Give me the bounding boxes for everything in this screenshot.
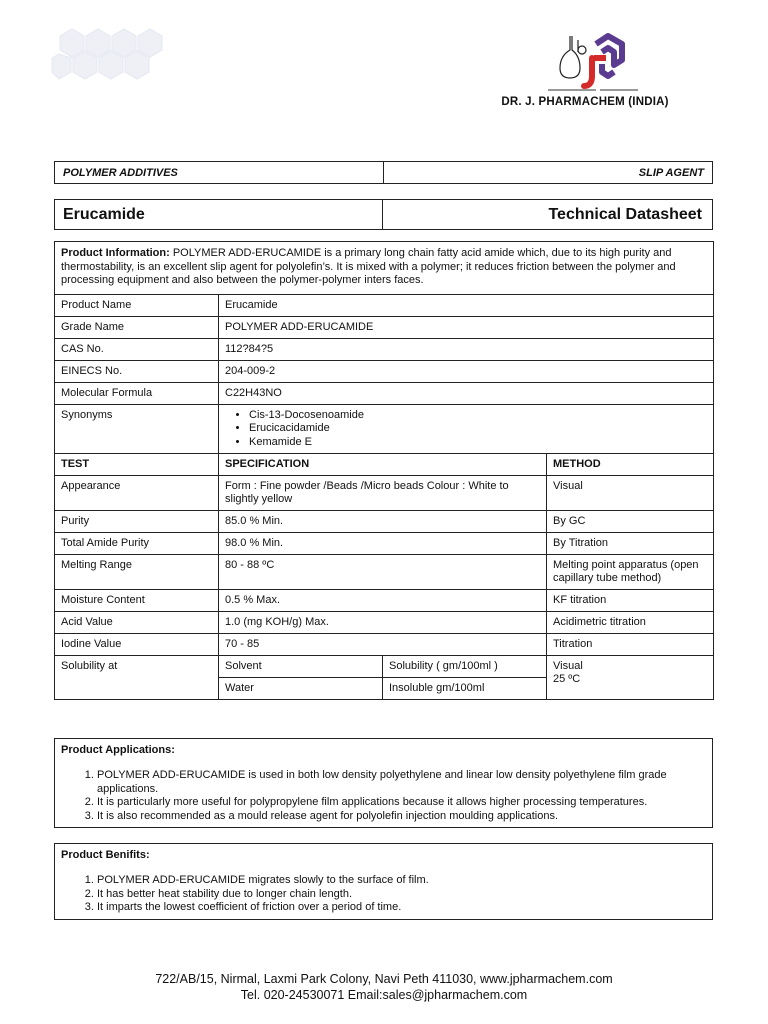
subcategory-label: SLIP AGENT: [638, 166, 704, 179]
specification-header: SPECIFICATION: [219, 454, 547, 476]
solubility-method: [547, 656, 714, 700]
spec-row: [55, 590, 714, 612]
property-label: Product Name: [55, 294, 219, 316]
product-spec-table: [54, 241, 714, 700]
footer-address: 722/AB/15, Nirmal, Laxmi Park Colony, Navi Peth 411030, www.jpharmachem.com: [155, 972, 613, 986]
spec-test: Purity: [55, 511, 219, 533]
benefits-list: [61, 874, 706, 915]
spec-row: [55, 533, 714, 555]
benefits-title: Product Benifits:: [61, 849, 150, 861]
spec-row: [55, 634, 714, 656]
category-bar: [54, 161, 713, 184]
spec-row: [55, 476, 714, 511]
property-label: Grade Name: [55, 316, 219, 338]
solubility-value-header: Solubility ( gm/100ml ): [383, 656, 547, 678]
spec-value: 80 - 88 ºC: [219, 555, 547, 590]
spec-row: [55, 612, 714, 634]
product-info-row: [55, 242, 714, 295]
spec-value: 70 - 85: [219, 634, 547, 656]
spec-value: 0.5 % Max.: [219, 590, 547, 612]
benefits-section: [54, 843, 713, 920]
benefit-item: 2. It has better heat stability due to longer chain length.: [97, 888, 706, 902]
spec-header-row: [55, 454, 714, 476]
property-value: POLYMER ADD-ERUCAMIDE: [219, 316, 714, 338]
property-value: 204-009-2: [219, 360, 714, 382]
application-item: 3. It is also recommended as a mould release agent for polyolefin injection moulding applications.: [97, 810, 706, 824]
test-header: TEST: [55, 454, 219, 476]
property-row: [55, 360, 714, 382]
spec-value: 1.0 (mg KOH/g) Max.: [219, 612, 547, 634]
property-label: CAS No.: [55, 338, 219, 360]
applications-title: Product Applications:: [61, 744, 175, 756]
company-name: DR. J. PHARMACHEM (INDIA): [501, 96, 669, 108]
synonyms-list: [225, 409, 707, 450]
synonyms-row: [55, 404, 714, 454]
spec-value: 98.0 % Min.: [219, 533, 547, 555]
spec-value: Form : Fine powder /Beads /Micro beads Colour : White to slightly yellow: [219, 476, 547, 511]
solubility-solvent: Water: [219, 678, 383, 700]
solubility-value: Insoluble gm/100ml: [383, 678, 547, 700]
method-header: METHOD: [547, 454, 714, 476]
benefit-item: 1. POLYMER ADD-ERUCAMIDE migrates slowly to the surface of film.: [97, 874, 706, 888]
spec-value: 85.0 % Min.: [219, 511, 547, 533]
hexagon-pattern-decoration: [48, 14, 178, 94]
solubility-row: [55, 656, 714, 678]
property-value: 112?84?5: [219, 338, 714, 360]
spec-test: Appearance: [55, 476, 219, 511]
spec-method: Visual: [547, 476, 714, 511]
document-type-title: Technical Datasheet: [548, 205, 702, 223]
synonyms-label: Synonyms: [55, 404, 219, 454]
product-title: Erucamide: [55, 200, 383, 229]
footer-contact: Tel. 020-24530071 Email:sales@jpharmachem.com: [240, 988, 528, 1002]
property-value: C22H43NO: [219, 382, 714, 404]
footer: [0, 971, 768, 1003]
property-label: Molecular Formula: [55, 382, 219, 404]
spec-test: Melting Range: [55, 555, 219, 590]
property-row: [55, 294, 714, 316]
application-item: 2. It is particularly more useful for polypropylene film applications because it allows higher processing temperatures.: [97, 796, 706, 810]
spec-method: KF titration: [547, 590, 714, 612]
company-logo: [548, 30, 640, 94]
product-info-cell: [55, 242, 714, 295]
property-value: Erucamide: [219, 294, 714, 316]
benefit-item: 3. It imparts the lowest coefficient of friction over a period of time.: [97, 901, 706, 915]
solubility-method-line: Visual: [553, 660, 583, 672]
spec-row: [55, 511, 714, 533]
spec-method: By Titration: [547, 533, 714, 555]
application-item: 1. POLYMER ADD-ERUCAMIDE is used in both low density polyethylene and linear low density polyethylene film grade applications.: [97, 769, 706, 796]
applications-section: [54, 738, 713, 828]
solubility-solvent-header: Solvent: [219, 656, 383, 678]
property-label: EINECS No.: [55, 360, 219, 382]
synonym-item: • Erucicacidamide: [249, 422, 707, 436]
spec-row: [55, 555, 714, 590]
spec-method: Melting point apparatus (open capillary tube method): [547, 555, 714, 590]
product-info-text: POLYMER ADD-ERUCAMIDE is a primary long chain fatty acid amide which, due to its high purity and thermostability, is an excellent slip agent for polyolefin’s. It is mixed with a polymer; it reduces friction between the polymer and processing equipment and also between the polymer-polymer inters faces.: [61, 247, 676, 286]
category-label: POLYMER ADDITIVES: [55, 162, 384, 183]
solubility-temperature: 25 ºC: [553, 673, 581, 685]
spec-method: Titration: [547, 634, 714, 656]
spec-test: Moisture Content: [55, 590, 219, 612]
spec-test: Acid Value: [55, 612, 219, 634]
synonym-item: • Cis-13-Docosenoamide: [249, 409, 707, 423]
spec-method: By GC: [547, 511, 714, 533]
spec-method: Acidimetric titration: [547, 612, 714, 634]
property-row: [55, 382, 714, 404]
property-row: [55, 338, 714, 360]
property-row: [55, 316, 714, 338]
solubility-label: Solubility at: [55, 656, 219, 700]
spec-test: Iodine Value: [55, 634, 219, 656]
product-info-label: Product Information:: [61, 247, 170, 259]
spec-test: Total Amide Purity: [55, 533, 219, 555]
title-bar: [54, 199, 713, 230]
synonyms-cell: [219, 404, 714, 454]
synonym-item: • Kemamide E: [249, 436, 707, 450]
applications-list: [61, 769, 706, 823]
